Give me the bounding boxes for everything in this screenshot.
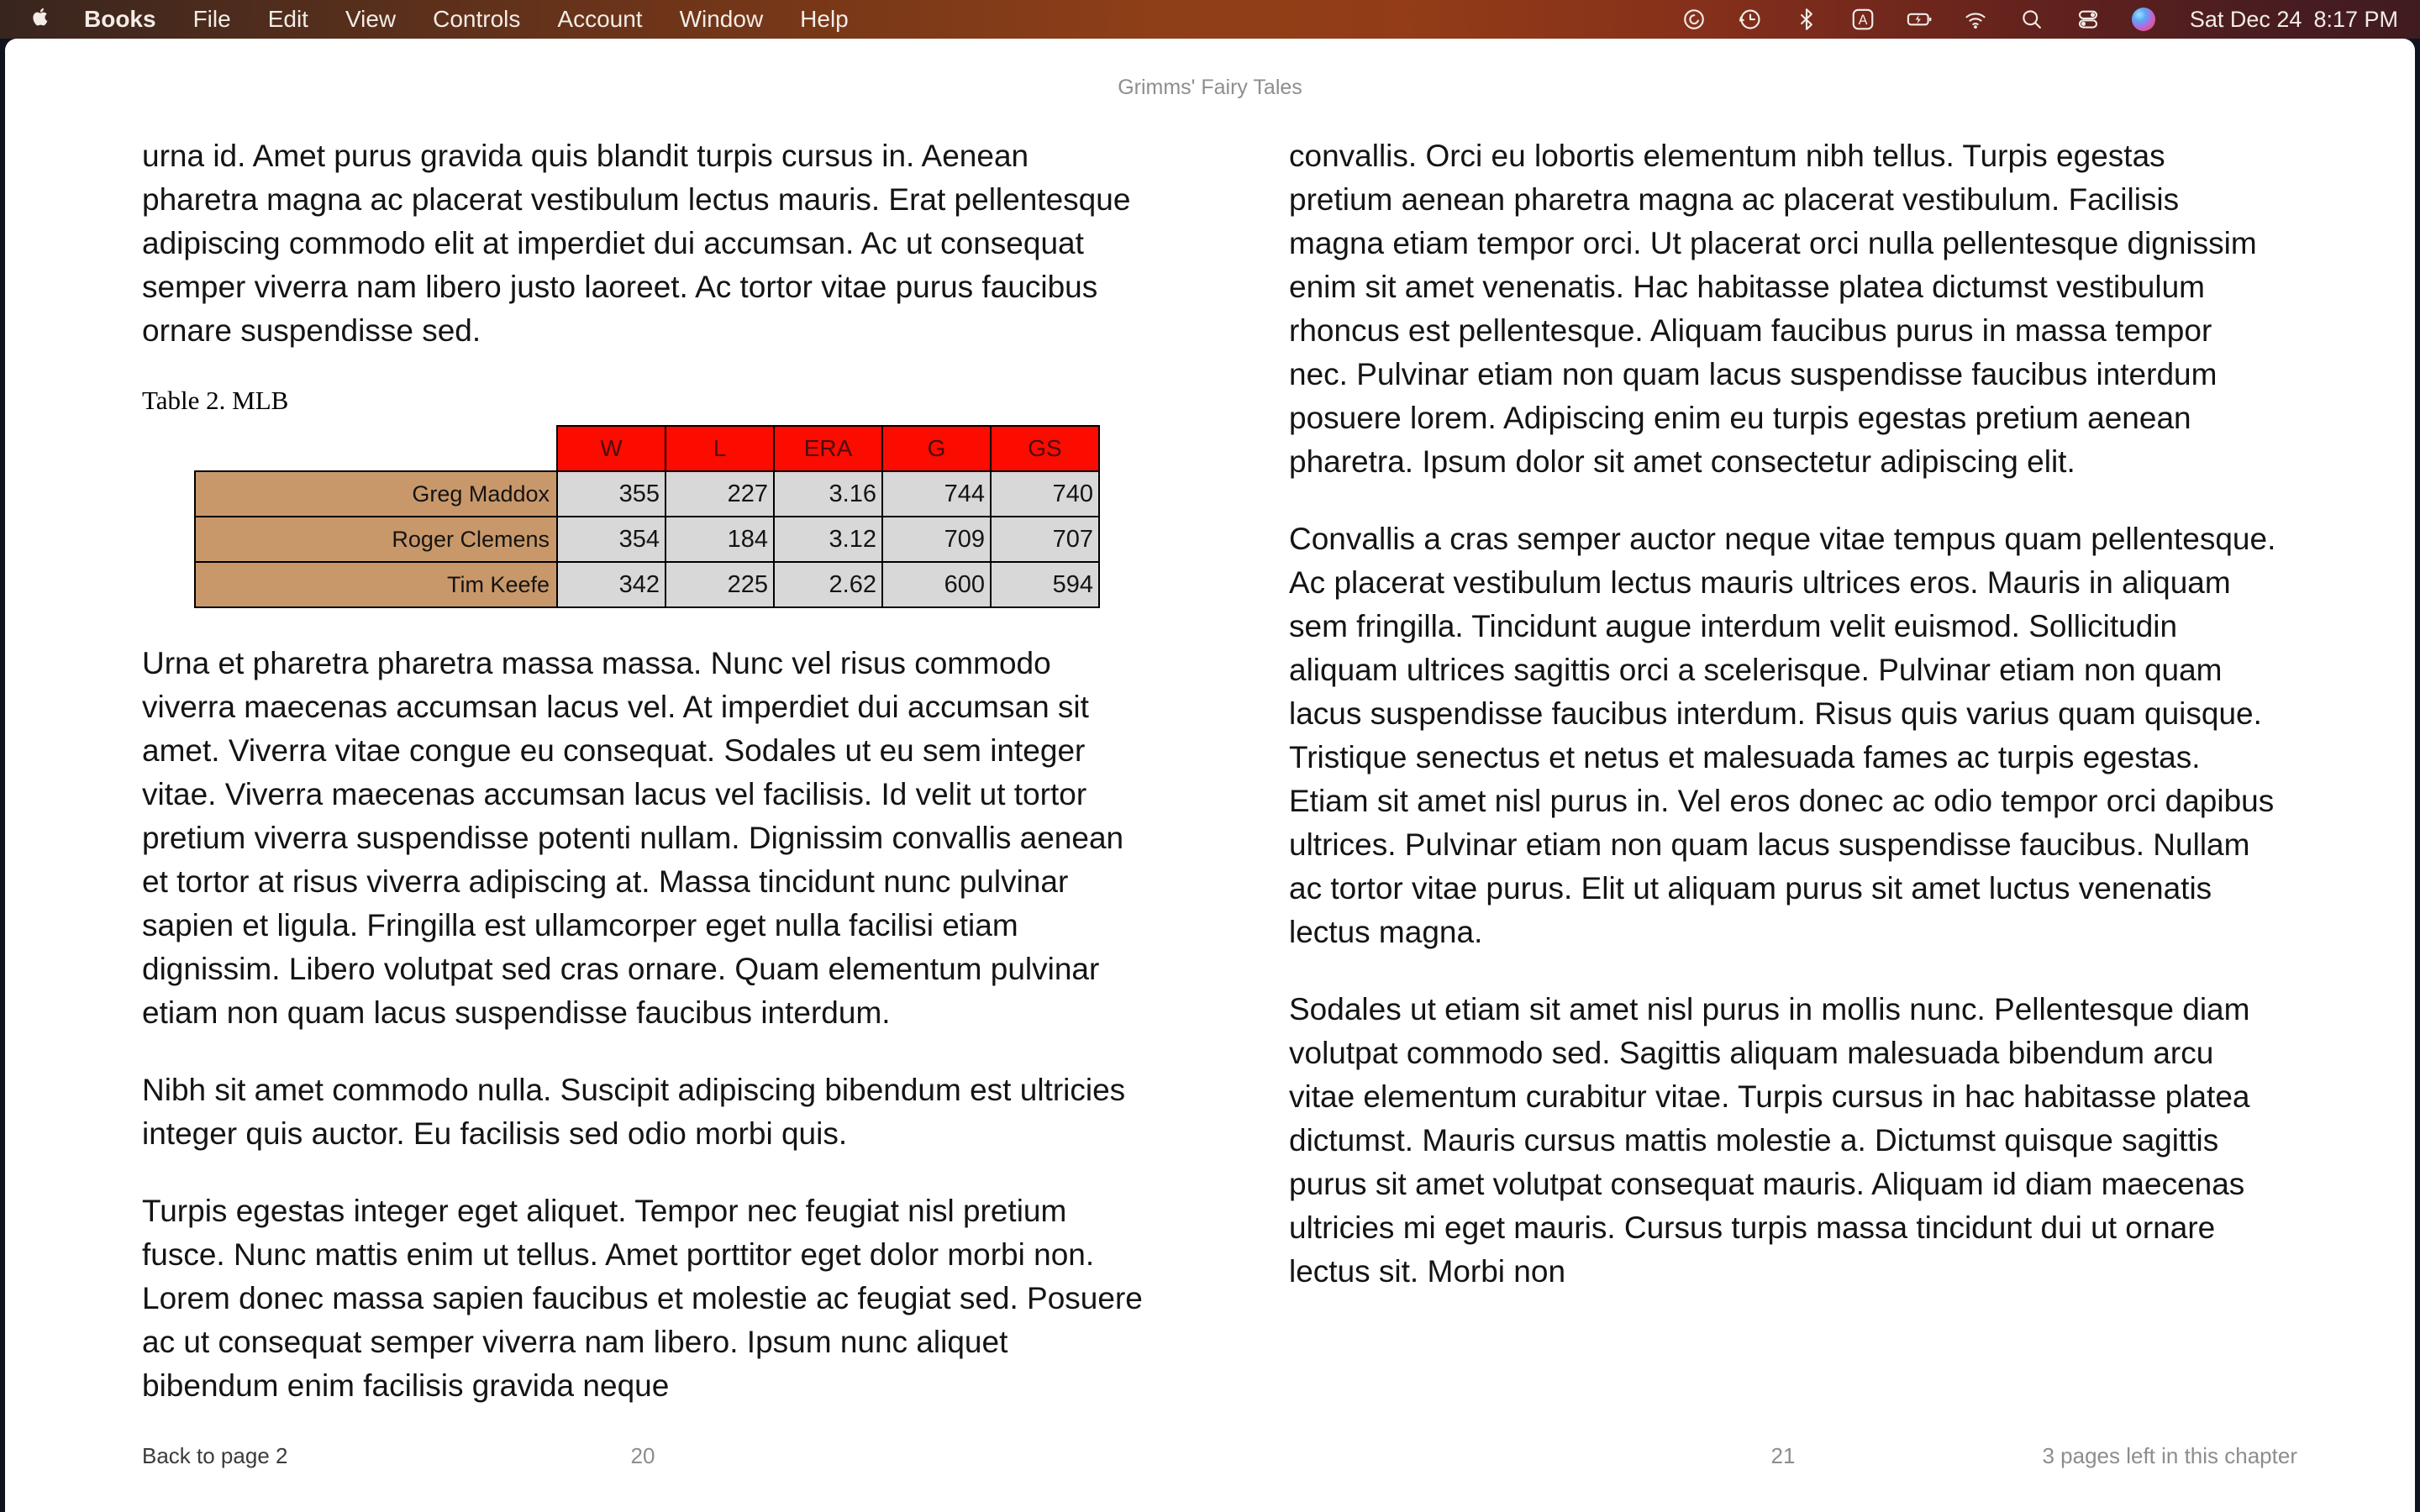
menu-item-controls[interactable]: Controls [433,6,521,32]
input-source-icon[interactable] [1850,7,1876,32]
table-header-cell: ERA [774,426,882,471]
menu-item-books[interactable]: Books [84,6,156,32]
table-blank-corner [195,426,557,471]
paragraph: Urna et pharetra pharetra massa massa. Nunc vel risus commodo viverra maecenas accumsan lacus vel. At imperdiet dui accumsan sit amet. Viverra vitae congue eu consequat. Sodales ut eu sem integer vitae. Viverra maecenas accumsan lacus vel facilisis. Id velit ut tortor pretium viverra suspendisse potenti nullam. Dignissim convallis aenean et tortor at risus viverra adipiscing at. Massa tincidunt nunc pulvinar sapien et ligula. Fringilla est ullamcorper eget nulla facilisi etiam dignissim. Libero volutpat sed cras ornare. Quam elementum pulvinar etiam non quam lacus suspendisse faucibus interdum. [142,646,1124,1030]
table-header-cell: W [557,426,666,471]
stat-cell: 594 [991,562,1099,607]
back-to-page-link[interactable]: Back to page 2 [142,1443,288,1468]
bluetooth-icon[interactable] [1794,7,1819,32]
spotlight-icon[interactable] [2019,7,2044,32]
stat-cell: 744 [882,471,991,517]
menu-bar-status-area [1681,7,2420,33]
menu-bar-clock[interactable] [2186,7,2398,33]
menu-item-help[interactable]: Help [800,6,849,32]
right-page-number: 21 [1770,1443,1796,1468]
book-title: Grimms' Fairy Tales [1118,76,1302,99]
paragraph: Nibh sit amet commodo nulla. Suscipit adipiscing bibendum est ultricies integer quis auctor. Eu facilisis sed odio morbi quis. [142,1073,1126,1151]
menu-item-view[interactable]: View [345,6,397,32]
stat-cell: 354 [557,517,666,562]
stat-cell: 740 [991,471,1099,517]
menu-bar-date: Sat Dec 24 [2189,6,2302,32]
siri-icon[interactable] [2132,8,2155,31]
stat-cell: 3.12 [774,517,882,562]
stat-cell: 342 [557,562,666,607]
menu-item-file[interactable]: File [192,6,231,32]
menu-bar-time: 8:17 PM [2313,6,2398,32]
paragraph: urna id. Amet purus gravida quis blandit turpis cursus in. Aenean pharetra magna ac placerat vestibulum lectus mauris. Erat pellentesque adipiscing commodo elit at imperdiet dui accumsan. Ac ut consequat semper viverra nam libero justo laoreet. Ac tortor vitae purus faucibus ornare suspendisse sed. [142,139,1131,348]
table-row [195,562,1099,607]
table-row [195,471,1099,517]
player-name-cell: Greg Maddox [195,471,557,517]
pages-left-status: 3 pages left in this chapter [2042,1443,2297,1468]
menu-item-edit[interactable]: Edit [267,6,308,32]
paragraph: convallis. Orci eu lobortis elementum nibh tellus. Turpis egestas pretium aenean pharetra magna ac placerat vestibulum. Facilisis magna etiam tempor orci. Ut placerat orci nulla pellentesque dignissim enim sit amet venenatis. Hac habitasse platea dictumst vestibulum rhoncus est pellentesque. Aliquam faucibus purus in massa tempor nec. Pulvinar etiam non quam lacus suspendisse faucibus interdum posuere lorem. Adipiscing enim eu turpis egestas pretium aenean pharetra. Ipsum dolor sit amet consectetur adipiscing elit. [1289,139,2257,479]
stat-cell: 707 [991,517,1099,562]
wifi-icon[interactable] [1963,7,1988,32]
control-center-icon[interactable] [2075,7,2101,32]
menu-item-window[interactable]: Window [679,6,764,32]
stat-cell: 225 [666,562,774,607]
stat-cell: 3.16 [774,471,882,517]
right-page [1289,134,2277,1445]
apple-menu[interactable] [30,5,50,34]
creative-cloud-icon[interactable] [1681,7,1707,32]
paragraph: Sodales ut etiam sit amet nisl purus in mollis nunc. Pellentesque diam volutpat commodo sed. Sagittis aliquam malesuada bibendum arcu vitae elementum curabitur vitae. Turpis cursus in hac habitasse platea dictumst. Mauris cursus mattis molestie a. Dictumst quisque sagittis purus sit amet volutpat consequat mauris. Aliquam id diam maecenas ultricies mi eget mauris. Cursus turpis massa tincidunt dui ut ornare lectus sit. Morbi non [1289,992,2250,1289]
stat-cell: 184 [666,517,774,562]
stat-cell: 709 [882,517,991,562]
time-machine-icon[interactable] [1738,7,1763,32]
svg-text:A: A [1858,13,1868,28]
apple-logo-icon [30,5,50,34]
stat-cell: 227 [666,471,774,517]
player-name-cell: Tim Keefe [195,562,557,607]
table-header-row [195,426,1099,471]
menu-item-account[interactable]: Account [557,6,643,32]
menu-bar [0,0,2420,39]
paragraph: Turpis egestas integer eget aliquet. Tempor nec feugiat nisl pretium fusce. Nunc mattis enim ut tellus. Amet porttitor eget dolor morbi non. Lorem donec massa sapien faucibus et molestie ac feugiat sed. Posuere ac ut consequat semper viverra nam libero. Ipsum nunc aliquet bibendum enim facilisis gravida neque [142,1194,1143,1403]
mlb-stats-table [194,425,1100,608]
books-window [5,39,2415,1512]
table-row [195,517,1099,562]
player-name-cell: Roger Clemens [195,517,557,562]
stat-cell: 600 [882,562,991,607]
stat-cell: 2.62 [774,562,882,607]
battery-charging-icon[interactable] [1907,7,1932,32]
table-header-cell: G [882,426,991,471]
table-header-cell: L [666,426,774,471]
stat-cell: 355 [557,471,666,517]
table-header-cell: GS [991,426,1099,471]
table-caption: Table 2. MLB [142,386,289,415]
paragraph: Convallis a cras semper auctor neque vitae tempus quam pellentesque. Ac placerat vestibulum lectus mauris ultrices eros. Mauris in aliquam sem fringilla. Tincidunt augue interdum velit euismod. Sollicitudin aliquam ultrices sagittis orci a scelerisque. Pulvinar etiam non quam lacus suspendisse faucibus interdum. Risus quis varius quam quisque. Tristique senectus et netus et malesuada fames ac turpis egestas. Etiam sit amet nisl purus in. Vel eros donec ac odio tempor orci dapibus ultrices. Pulvinar etiam non quam lacus suspendisse faucibus. Nullam ac tortor vitae purus. Elit ut aliquam purus sit amet luctus venenatis lectus magna. [1289,522,2276,949]
menu-bar-left [0,5,867,34]
left-page-number: 20 [630,1443,655,1468]
left-page [142,134,1144,1445]
